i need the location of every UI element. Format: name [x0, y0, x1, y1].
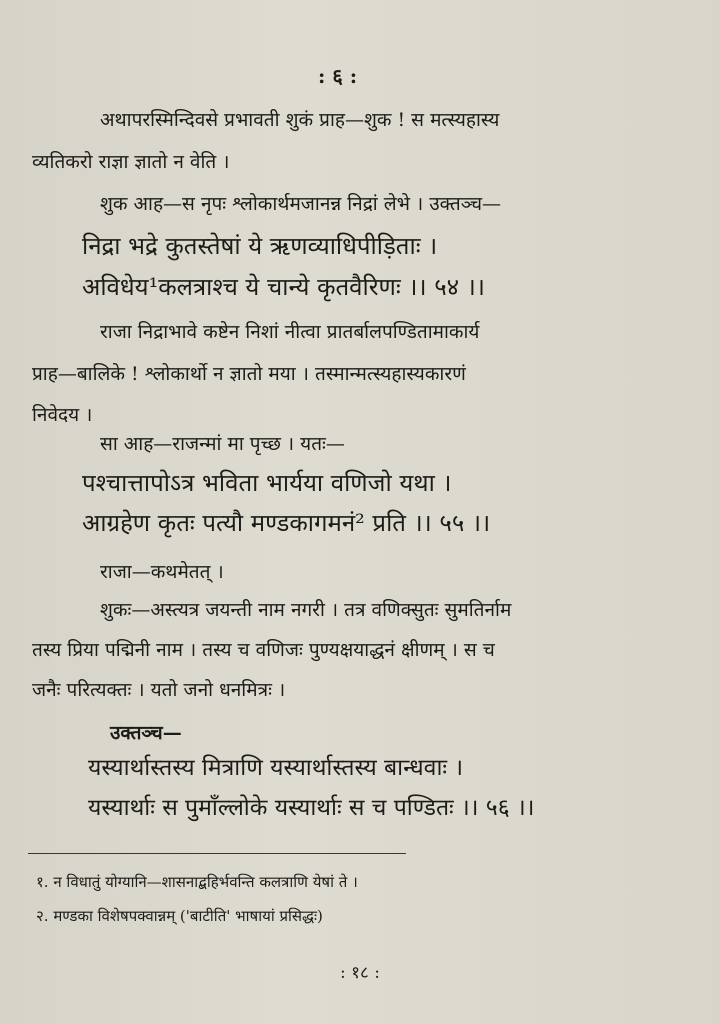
footnote-divider: [28, 853, 406, 854]
verse-line: अविधेय¹कलत्राश्च ये चान्ये कृतवैरिणः ।। ५४ ।।: [82, 273, 485, 301]
verse-line: आग्रहेण कृतः पत्यौ मण्डकागमनं² प्रति ।। ५५ ।।: [82, 509, 491, 537]
verse-line: पश्चात्तापोऽत्र भविता भार्यया वणिजो यथा ।: [82, 469, 452, 497]
prose-line: उक्तञ्च—: [110, 722, 182, 744]
page-number: : १८ :: [340, 963, 380, 983]
prose-line: निवेदय ।: [32, 404, 93, 426]
prose-line: तस्य प्रिया पद्मिनी नाम । तस्य च वणिजः पुण्यक्षयाद्धनं क्षीणम् । स च: [32, 639, 495, 661]
verse-line: निद्रा भद्रे कुतस्तेषां ये ऋणव्याधिपीड़िताः ।: [82, 232, 438, 260]
prose-line: प्राह—बालिके ! श्लोकार्थो न ज्ञातो मया । तस्मान्मत्स्यहास्यकारणं: [32, 363, 466, 385]
header-marker: : ६ :: [318, 64, 358, 88]
prose-line: अथापरस्मिन्दिवसे प्रभावती शुकं प्राह—शुक ! स मत्स्यहास्य: [100, 109, 500, 131]
footnote: २. मण्डका विशेषपक्वान्नम् ('बाटीति' भाषायां प्रसिद्धः): [36, 907, 323, 925]
prose-line: जनैः परित्यक्तः । यतो जनो धनमित्रः ।: [32, 679, 286, 701]
verse-line: यस्यार्थास्तस्य मित्राणि यस्यार्थास्तस्य बान्धवाः ।: [88, 755, 464, 781]
footnote: १. न विधातुं योग्यानि—शासनाद्बहिर्भवन्ति कलत्राणि येषां ते ।: [36, 873, 358, 891]
prose-line: व्यतिकरो राज्ञा ज्ञातो न वेति ।: [32, 151, 230, 173]
prose-line: शुक आह—स नृपः श्लोकार्थमजानन्न निद्रां लेभे । उक्तञ्च—: [100, 193, 502, 215]
verse-line: यस्यार्थाः स पुमाँल्लोके यस्यार्थाः स च पण्डितः ।। ५६ ।।: [88, 795, 535, 821]
prose-line: राजा निद्राभावे कष्टेन निशां नीत्वा प्रातर्बालपण्डितामाकार्य: [100, 321, 480, 343]
prose-line: राजा—कथमेतत् ।: [100, 561, 224, 583]
prose-line: सा आह—राजन्मां मा पृच्छ । यतः—: [100, 433, 345, 455]
prose-line: शुकः—अस्त्यत्र जयन्ती नाम नगरी । तत्र वणिक्सुतः सुमतिर्नाम: [100, 599, 512, 621]
